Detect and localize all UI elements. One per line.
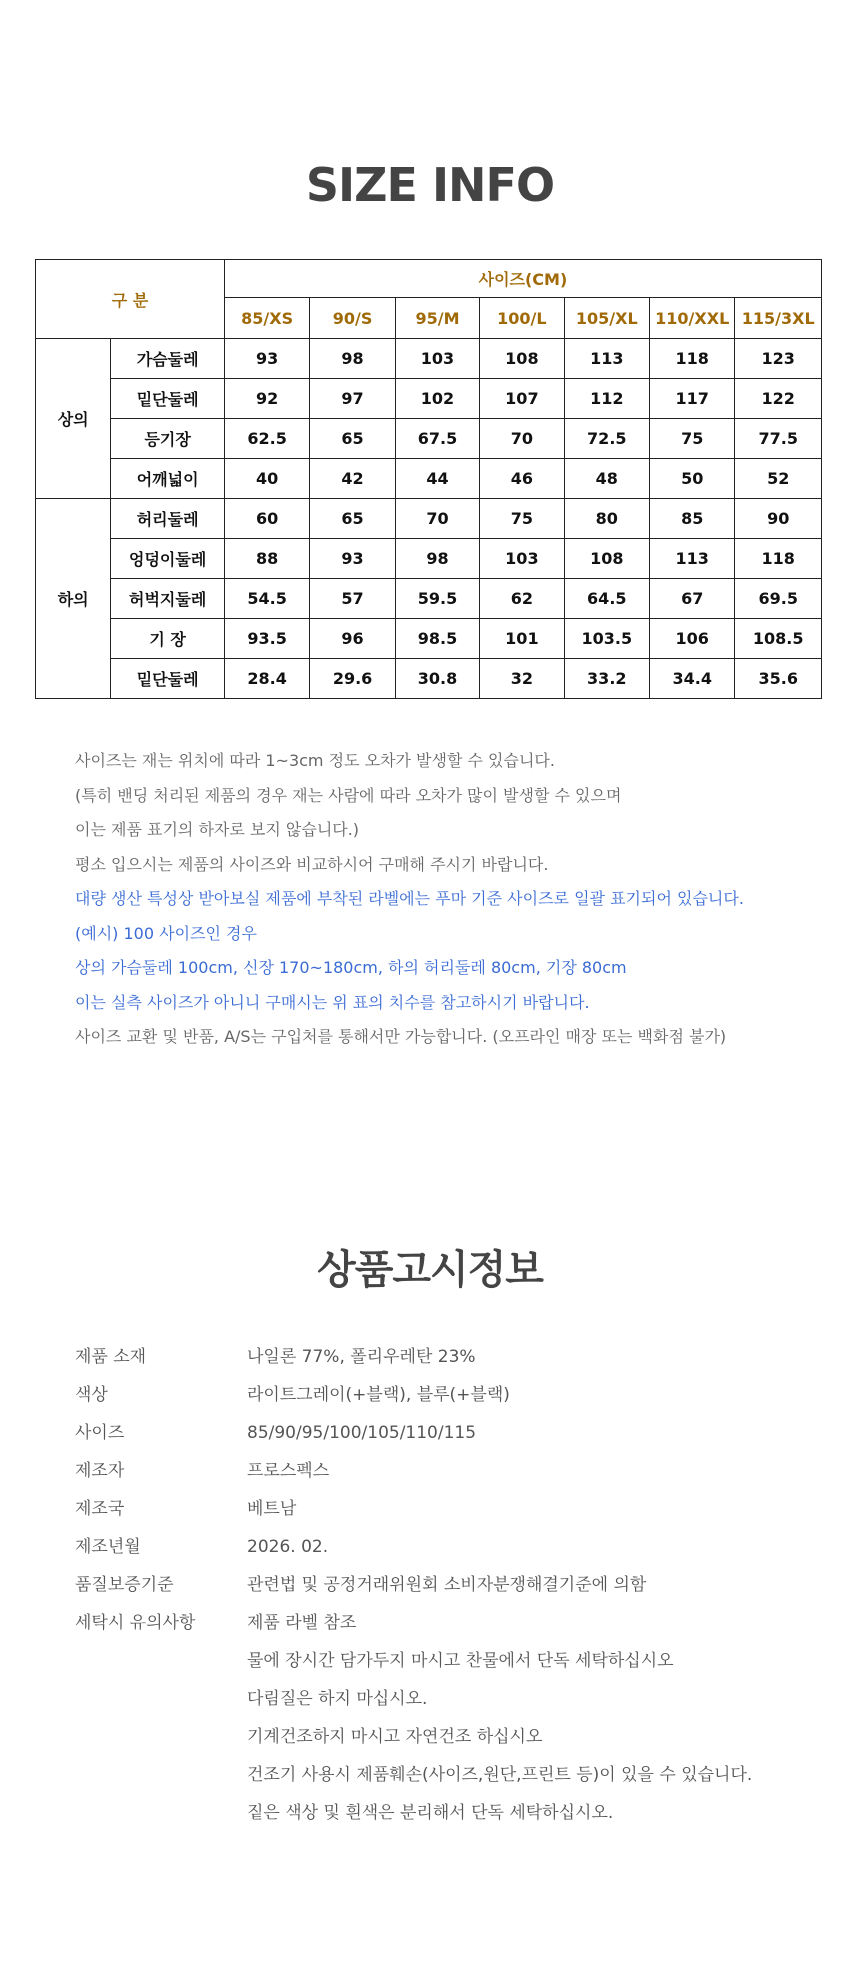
measurement-value: 54.5	[224, 579, 309, 619]
note-line: 평소 입으시는 제품의 사이즈와 비교하시어 구매해 주시기 바랍니다.	[75, 854, 549, 874]
group-label: 하의	[36, 499, 111, 699]
table-row	[36, 459, 822, 499]
size-column-header: 90/S	[310, 298, 395, 339]
notice-value: 짙은 색상 및 흰색은 분리해서 단독 세탁하십시오.	[247, 1803, 614, 1823]
measurement-value: 101	[480, 619, 564, 659]
notice-label: 품질보증기준	[75, 1575, 174, 1595]
measurement-value: 62.5	[224, 419, 309, 459]
measurement-value: 90	[735, 499, 822, 539]
measurement-value: 98.5	[395, 619, 479, 659]
note-line: 대량 생산 특성상 받아보실 제품에 부착된 라벨에는 푸마 기준 사이즈로 일괄 표기되어 있습니다.	[75, 889, 744, 908]
measurement-value: 108	[564, 539, 649, 579]
measurement-value: 103	[480, 539, 564, 579]
product-notice-title: 상품고시정보	[317, 1247, 543, 1293]
note-line: 이는 제품 표기의 하자로 보지 않습니다.)	[75, 820, 360, 839]
table-row	[36, 419, 822, 459]
size-column-header: 95/M	[395, 298, 479, 339]
measurement-label: 밑단둘레	[111, 659, 225, 699]
measurement-value: 103	[395, 339, 479, 379]
size-column-header: 85/XS	[224, 298, 309, 339]
note-line: (예시) 100 사이즈인 경우	[75, 923, 257, 943]
notice-value: 베트남	[247, 1499, 297, 1519]
measurement-value: 118	[735, 539, 822, 579]
measurement-value: 33.2	[564, 659, 649, 699]
measurement-value: 92	[224, 379, 309, 419]
group-label: 상의	[36, 339, 111, 499]
measurement-value: 50	[650, 459, 735, 499]
measurement-value: 62	[480, 579, 564, 619]
measurement-value: 88	[224, 539, 309, 579]
measurement-value: 46	[480, 459, 564, 499]
measurement-value: 70	[395, 499, 479, 539]
measurement-value: 32	[480, 659, 564, 699]
size-table	[35, 259, 822, 699]
measurement-value: 65	[310, 419, 395, 459]
table-row	[36, 659, 822, 699]
measurement-label: 허벅지둘레	[111, 579, 225, 619]
measurement-value: 108.5	[735, 619, 822, 659]
measurement-value: 40	[224, 459, 309, 499]
notice-label: 제조자	[75, 1461, 125, 1481]
measurement-value: 70	[480, 419, 564, 459]
measurement-value: 122	[735, 379, 822, 419]
notice-label: 제조국	[75, 1499, 125, 1519]
measurement-label: 허리둘레	[111, 499, 225, 539]
size-info-title: SIZE INFO	[305, 158, 555, 212]
size-column-header: 105/XL	[564, 298, 649, 339]
measurement-label: 어깨넓이	[111, 459, 225, 499]
measurement-value: 96	[310, 619, 395, 659]
table-row	[36, 579, 822, 619]
measurement-value: 35.6	[735, 659, 822, 699]
measurement-value: 77.5	[735, 419, 822, 459]
measurement-value: 102	[395, 379, 479, 419]
measurement-value: 42	[310, 459, 395, 499]
measurement-value: 108	[480, 339, 564, 379]
measurement-value: 117	[650, 379, 735, 419]
measurement-value: 59.5	[395, 579, 479, 619]
measurement-value: 103.5	[564, 619, 649, 659]
measurement-value: 98	[310, 339, 395, 379]
measurement-value: 107	[480, 379, 564, 419]
size-column-header: 115/3XL	[735, 298, 822, 339]
note-line: (특히 밴딩 처리된 제품의 경우 재는 사람에 따라 오차가 많이 발생할 수 있으며	[75, 785, 622, 805]
table-row	[36, 539, 822, 579]
table-row	[36, 339, 822, 379]
measurement-value: 48	[564, 459, 649, 499]
notice-label: 제조년월	[75, 1537, 141, 1557]
measurement-value: 93	[310, 539, 395, 579]
measurement-value: 67.5	[395, 419, 479, 459]
measurement-value: 64.5	[564, 579, 649, 619]
category-header: 구 분	[36, 260, 225, 339]
measurement-value: 52	[735, 459, 822, 499]
notice-label: 제품 소재	[75, 1347, 147, 1367]
measurement-value: 113	[564, 339, 649, 379]
measurement-label: 기 장	[111, 619, 225, 659]
notice-value: 기계건조하지 마시고 자연건조 하십시오	[247, 1727, 543, 1747]
measurement-value: 60	[224, 499, 309, 539]
measurement-value: 113	[650, 539, 735, 579]
measurement-value: 112	[564, 379, 649, 419]
notice-label: 사이즈	[75, 1423, 125, 1443]
notice-value: 2026. 02.	[247, 1537, 329, 1557]
measurement-value: 80	[564, 499, 649, 539]
measurement-value: 85	[650, 499, 735, 539]
measurement-label: 엉덩이둘레	[111, 539, 225, 579]
measurement-value: 72.5	[564, 419, 649, 459]
measurement-value: 65	[310, 499, 395, 539]
measurement-label: 등기장	[111, 419, 225, 459]
notice-label: 세탁시 유의사항	[75, 1613, 196, 1633]
notice-value: 라이트그레이(+블랙), 블루(+블랙)	[247, 1385, 510, 1405]
notice-value: 관련법 및 공정거래위원회 소비자분쟁해결기준에 의함	[247, 1575, 647, 1595]
table-row	[36, 499, 822, 539]
table-row	[36, 379, 822, 419]
measurement-value: 97	[310, 379, 395, 419]
notice-value: 프로스펙스	[247, 1461, 330, 1481]
notice-value: 나일론 77%, 폴리우레탄 23%	[247, 1347, 476, 1367]
measurement-value: 28.4	[224, 659, 309, 699]
size-notes	[75, 744, 744, 1055]
measurement-value: 106	[650, 619, 735, 659]
notice-label: 색상	[75, 1385, 108, 1405]
measurement-label: 가슴둘레	[111, 339, 225, 379]
measurement-value: 67	[650, 579, 735, 619]
size-header: 사이즈(CM)	[224, 260, 821, 298]
measurement-value: 93.5	[224, 619, 309, 659]
measurement-value: 57	[310, 579, 395, 619]
measurement-label: 밑단둘레	[111, 379, 225, 419]
notice-value: 85/90/95/100/105/110/115	[247, 1423, 477, 1443]
measurement-value: 30.8	[395, 659, 479, 699]
notice-value: 제품 라벨 참조	[247, 1613, 357, 1633]
measurement-value: 123	[735, 339, 822, 379]
notice-value: 건조기 사용시 제품훼손(사이즈,원단,프린트 등)이 있을 수 있습니다.	[247, 1765, 753, 1785]
measurement-value: 98	[395, 539, 479, 579]
size-column-header: 110/XXL	[650, 298, 735, 339]
measurement-value: 93	[224, 339, 309, 379]
measurement-value: 44	[395, 459, 479, 499]
notice-value: 다림질은 하지 마십시오.	[247, 1689, 428, 1709]
table-row	[36, 619, 822, 659]
measurement-value: 69.5	[735, 579, 822, 619]
note-line: 사이즈는 재는 위치에 따라 1~3cm 정도 오차가 발생할 수 있습니다.	[75, 751, 555, 770]
measurement-value: 34.4	[650, 659, 735, 699]
note-line: 상의 가슴둘레 100cm, 신장 170~180cm, 하의 허리둘레 80cm, 기장 80cm	[75, 958, 627, 977]
measurement-value: 118	[650, 339, 735, 379]
measurement-value: 75	[480, 499, 564, 539]
size-column-header: 100/L	[480, 298, 564, 339]
note-line: 이는 실측 사이즈가 아니니 구매시는 위 표의 치수를 참고하시기 바랍니다.	[75, 992, 590, 1012]
notice-value: 물에 장시간 담가두지 마시고 찬물에서 단독 세탁하십시오	[247, 1651, 674, 1671]
note-line: 사이즈 교환 및 반품, A/S는 구입처를 통해서만 가능합니다. (오프라인 매장 또는 백화점 불가)	[75, 1027, 727, 1046]
measurement-value: 75	[650, 419, 735, 459]
measurement-value: 29.6	[310, 659, 395, 699]
